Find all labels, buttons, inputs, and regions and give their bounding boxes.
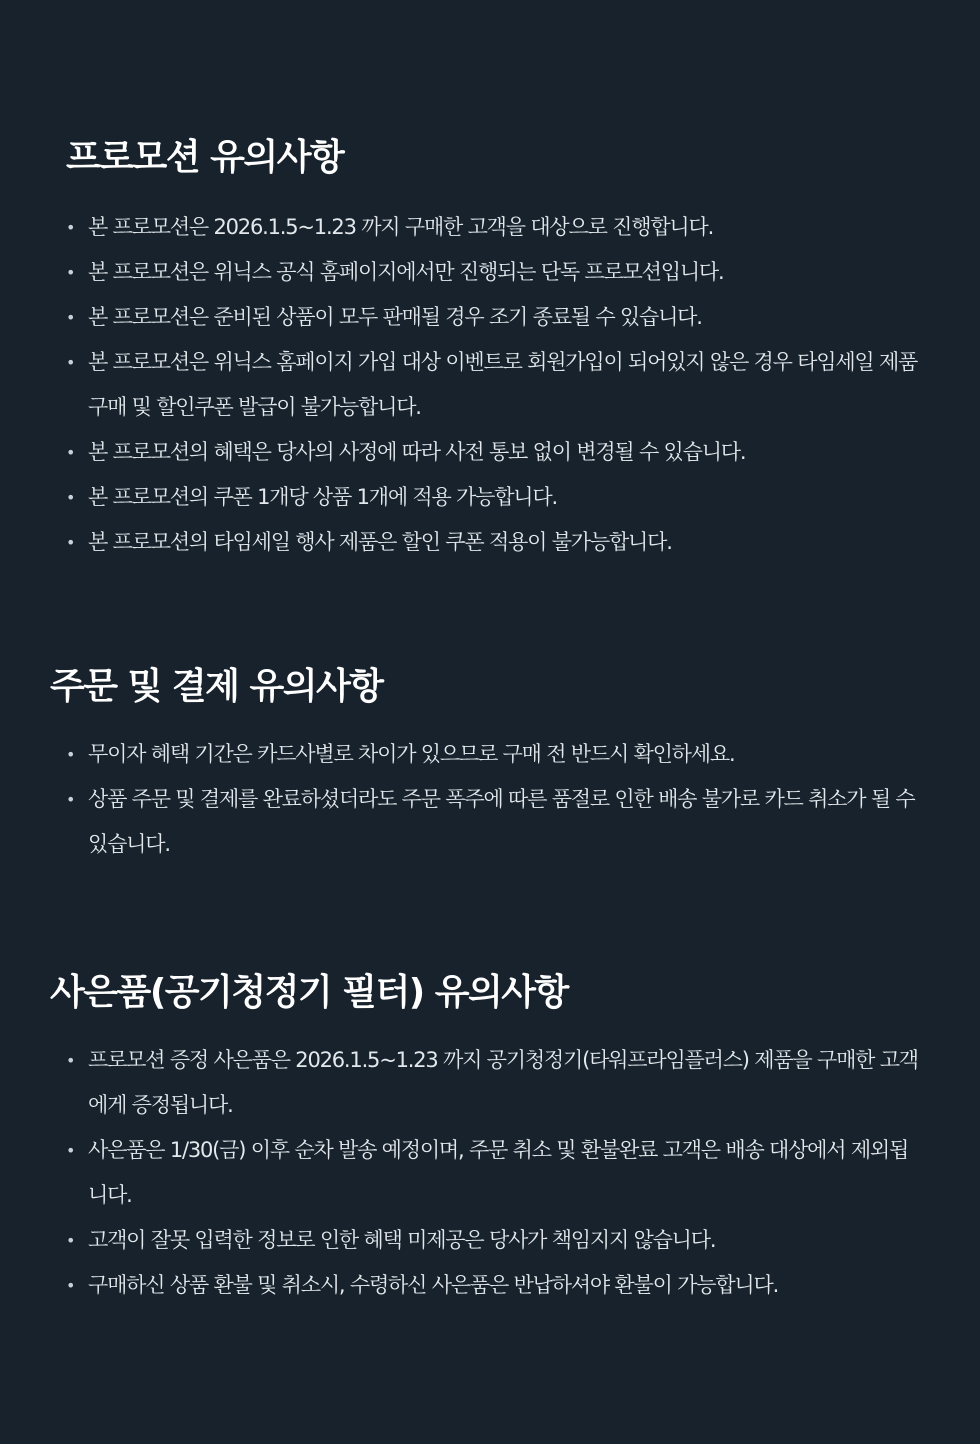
list-item-text: 본 프로모션은 준비된 상품이 모두 판매될 경우 조기 종료될 수 있습니다. (88, 305, 702, 329)
list-item-text: 상품 주문 및 결제를 완료하셨더라도 주문 폭주에 따른 품절로 인한 배송 불가로 카드 취소가 될 수 있습니다. (88, 787, 915, 856)
bullet-icon: • (66, 263, 75, 282)
section-title: 사은품(공기청정기 필터) 유의사항 (50, 972, 568, 1013)
list-item (0, 732, 980, 777)
list-item-text: 본 프로모션은 위닉스 공식 홈페이지에서만 진행되는 단독 프로모션입니다. (88, 260, 724, 284)
bullet-icon: • (66, 790, 75, 809)
list-item-text: 본 프로모션의 타임세일 행사 제품은 할인 쿠폰 적용이 불가능합니다. (88, 530, 672, 554)
bullet-icon: • (66, 308, 75, 327)
list-item-text: 본 프로모션의 혜택은 당사의 사정에 따라 사전 통보 없이 변경될 수 있습니다. (88, 440, 746, 464)
section-title: 프로모션 유의사항 (66, 137, 344, 178)
bullet-icon: • (66, 533, 75, 552)
notice-list (0, 1038, 980, 1308)
list-item-text: 본 프로모션은 위닉스 홈페이지 가입 대상 이벤트로 회원가입이 되어있지 않은 경우 타임세일 제품 구매 및 할인쿠폰 발급이 불가능합니다. (88, 350, 918, 419)
list-item (0, 205, 980, 250)
notice-list (0, 732, 980, 867)
list-item-text: 구매하신 상품 환불 및 취소시, 수령하신 사은품은 반납하셔야 환불이 가능합니다. (88, 1273, 779, 1297)
list-item-text: 본 프로모션은 2026.1.5~1.23 까지 구매한 고객을 대상으로 진행합니다. (88, 215, 714, 239)
promotion-notice-section (0, 136, 980, 565)
list-item (0, 520, 980, 565)
list-item (0, 475, 980, 520)
list-item (0, 250, 980, 295)
bullet-icon: • (66, 443, 75, 462)
list-item-text: 무이자 혜택 기간은 카드사별로 차이가 있으므로 구매 전 반드시 확인하세요. (88, 742, 735, 766)
list-item-text: 프로모션 증정 사은품은 2026.1.5~1.23 까지 공기청정기(타워프라임플러스) 제품을 구매한 고객에게 증정됩니다. (88, 1048, 918, 1117)
list-item-text: 사은품은 1/30(금) 이후 순차 발송 예정이며, 주문 취소 및 환불완료 고객은 배송 대상에서 제외됩니다. (88, 1138, 909, 1207)
list-item-text: 본 프로모션의 쿠폰 1개당 상품 1개에 적용 가능합니다. (88, 485, 557, 509)
bullet-icon: • (66, 1276, 75, 1295)
list-item (0, 295, 980, 340)
list-item (0, 1128, 980, 1218)
list-item (0, 1038, 980, 1128)
list-item (0, 340, 980, 430)
list-item (0, 1218, 980, 1263)
notice-list (0, 205, 980, 565)
gift-notice-section (0, 971, 980, 1308)
list-item-text: 고객이 잘못 입력한 정보로 인한 혜택 미제공은 당사가 책임지지 않습니다. (88, 1228, 716, 1252)
bullet-icon: • (66, 1051, 75, 1070)
list-item (0, 777, 980, 867)
bullet-icon: • (66, 353, 75, 372)
order-payment-notice-section (0, 665, 980, 867)
bullet-icon: • (66, 1141, 75, 1160)
bullet-icon: • (66, 745, 75, 764)
bullet-icon: • (66, 218, 75, 237)
section-title: 주문 및 결제 유의사항 (50, 666, 383, 707)
bullet-icon: • (66, 1231, 75, 1250)
list-item (0, 1263, 980, 1308)
bullet-icon: • (66, 488, 75, 507)
list-item (0, 430, 980, 475)
